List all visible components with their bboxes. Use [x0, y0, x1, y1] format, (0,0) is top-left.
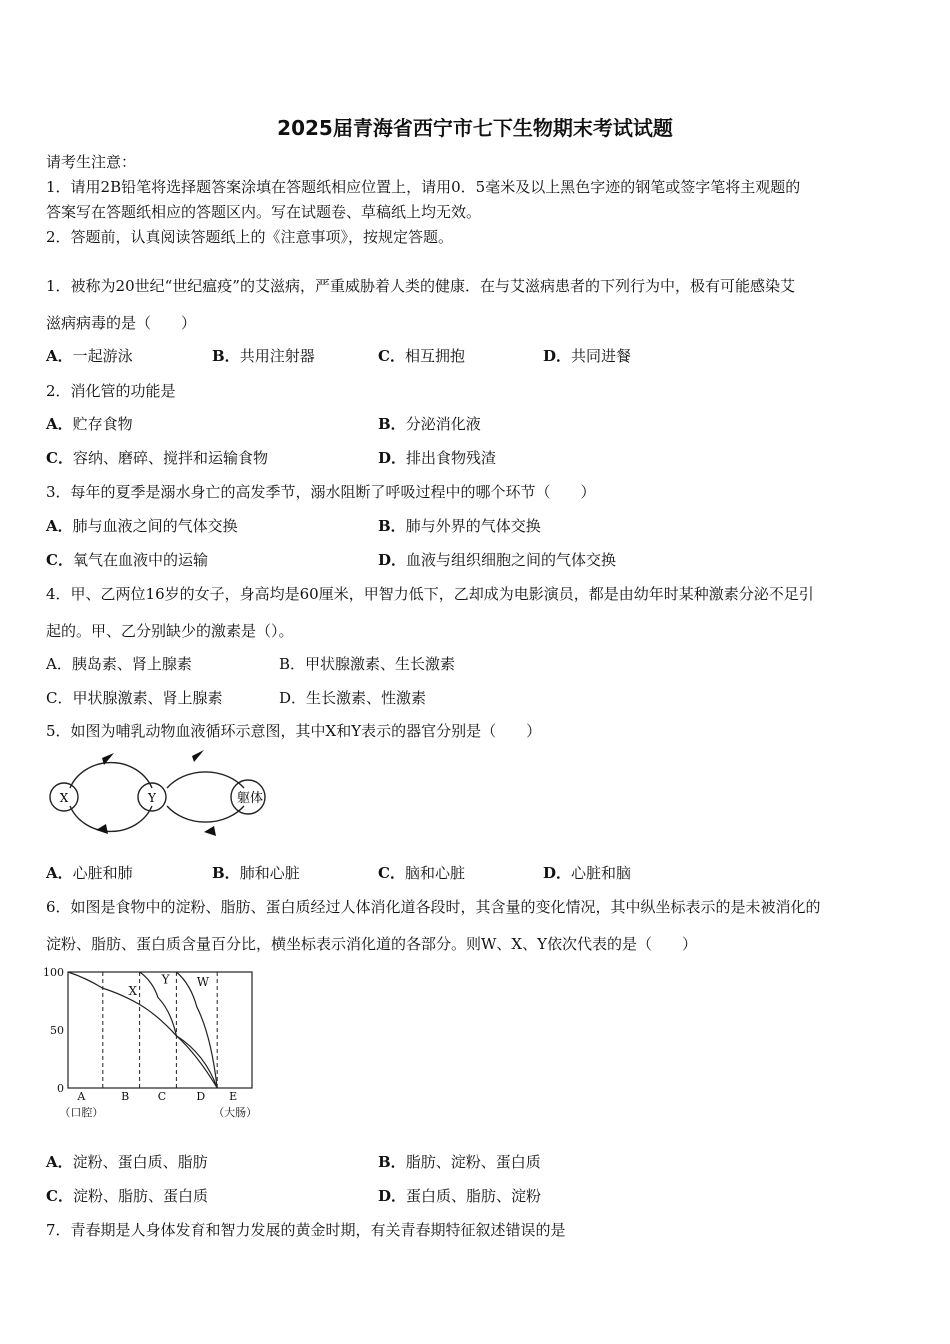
option-b: B．肺和心脏 [212, 864, 300, 882]
option-a: A．贮存食物 [46, 415, 133, 433]
arrow-icon [204, 826, 216, 836]
question-6-stem: 6．如图是食物中的淀粉、脂肪、蛋白质经过人体消化道各段时，其含量的变化情况，其中纵坐标表示的是未被消化的 [46, 898, 821, 916]
option-a: A．心脏和肺 [46, 864, 133, 882]
series-label-w: W [196, 974, 210, 989]
notice-line: 2．答题前，认真阅读答题纸上的《注意事项》，按规定答题。 [46, 228, 454, 246]
x-tick-label: A [77, 1090, 86, 1103]
x-tick-note: （口腔） [59, 1106, 104, 1119]
option-c: C．淀粉、脂肪、蛋白质 [46, 1187, 208, 1205]
option-c: C．甲状腺激素、肾上腺素 [46, 689, 223, 707]
organ-y-label: Y [148, 791, 156, 805]
series-line-x [68, 972, 217, 1088]
option-c: C．氧气在血液中的运输 [46, 551, 208, 569]
notice-heading: 请考生注意： [46, 153, 137, 171]
option-d: D．共同进餐 [543, 347, 632, 365]
y-tick-label: 0 [57, 1082, 64, 1095]
option-d: D．生长激素、性激素 [279, 689, 427, 707]
notice-line: 1．请用2B铅笔将选择题答案涂填在答题纸相应位置上，请用0．5毫米及以上黑色字迹的钢笔或签字笔将主观题的 [46, 178, 801, 196]
plot-frame [68, 972, 252, 1088]
question-3-stem: 3．每年的夏季是溺水身亡的高发季节，溺水阻断了呼吸过程中的哪个环节（ ） [46, 483, 596, 501]
x-tick-note: （大肠） [213, 1106, 258, 1119]
option-d: D．血液与组织细胞之间的气体交换 [378, 551, 617, 569]
option-d: D．排出食物残渣 [378, 449, 497, 467]
question-5-stem: 5．如图为哺乳动物血液循环示意图，其中X和Y表示的器官分别是（ ） [46, 722, 542, 740]
option-a: A．肺与血液之间的气体交换 [46, 517, 238, 535]
arrow-icon [96, 824, 108, 834]
question-2-stem: 2．消化管的功能是 [46, 382, 176, 400]
question-1-stem: 1．被称为20世纪“世纪瘟疫”的艾滋病，严重威胁着人类的健康．在与艾滋病患者的下列行为中，极有可能感染艾 [46, 277, 795, 295]
loop-arc [167, 772, 244, 788]
notice-line: 答案写在答题纸相应的答题区内。写在试题卷、草稿纸上均无效。 [46, 203, 482, 221]
circulation-diagram [44, 746, 276, 842]
arrow-icon [192, 750, 204, 762]
y-tick-label: 50 [50, 1024, 64, 1037]
loop-arc [70, 806, 152, 831]
loop-arc [70, 763, 152, 788]
option-b: B．分泌消化液 [378, 415, 481, 433]
option-a: A．胰岛素、肾上腺素 [46, 655, 192, 673]
loop-arc [167, 806, 244, 822]
question-1-stem: 滋病病毒的是（ ） [46, 314, 197, 332]
option-a: A．一起游泳 [46, 347, 133, 365]
y-tick-label: 100 [43, 966, 64, 979]
series-line-w [176, 972, 217, 1088]
option-b: B．脂肪、淀粉、蛋白质 [378, 1153, 541, 1171]
series-label-x: X [128, 984, 138, 999]
x-tick-label: C [157, 1090, 167, 1103]
option-b: B．甲状腺激素、生长激素 [279, 655, 456, 673]
option-b: B．共用注射器 [212, 347, 315, 365]
question-6-stem: 淀粉、脂肪、蛋白质含量百分比，横坐标表示消化道的各部分。则W、X、Y依次代表的是（ ） [46, 935, 698, 953]
question-4-stem: 4．甲、乙两位16岁的女子，身高均是60厘米，甲智力低下，乙却成为电影演员，都是由幼年时某种激素分泌不足引 [46, 585, 814, 603]
x-tick-label: E [229, 1090, 238, 1103]
option-d: D．蛋白质、脂肪、淀粉 [378, 1187, 542, 1205]
option-d: D．心脏和脑 [543, 864, 632, 882]
body-label: 躯体 [236, 791, 264, 806]
page-title: 2025届青海省西宁市七下生物期末考试试题 [277, 116, 673, 140]
x-tick-label: B [121, 1090, 130, 1103]
question-7-stem: 7．青春期是人身体发育和智力发展的黄金时期，有关青春期特征叙述错误的是 [46, 1221, 566, 1239]
series-label-y: Y [161, 972, 170, 987]
option-c: C．容纳、磨碎、搅拌和运输食物 [46, 449, 268, 467]
question-4-stem: 起的。甲、乙分别缺少的激素是（）。 [46, 622, 294, 640]
x-tick-label: D [196, 1090, 206, 1103]
option-c: C．相互拥抱 [378, 347, 465, 365]
option-b: B．肺与外界的气体交换 [378, 517, 541, 535]
option-c: C．脑和心脏 [378, 864, 465, 882]
option-a: A．淀粉、蛋白质、脂肪 [46, 1153, 208, 1171]
digestion-chart [40, 962, 270, 1126]
organ-x-label: X [59, 791, 69, 805]
